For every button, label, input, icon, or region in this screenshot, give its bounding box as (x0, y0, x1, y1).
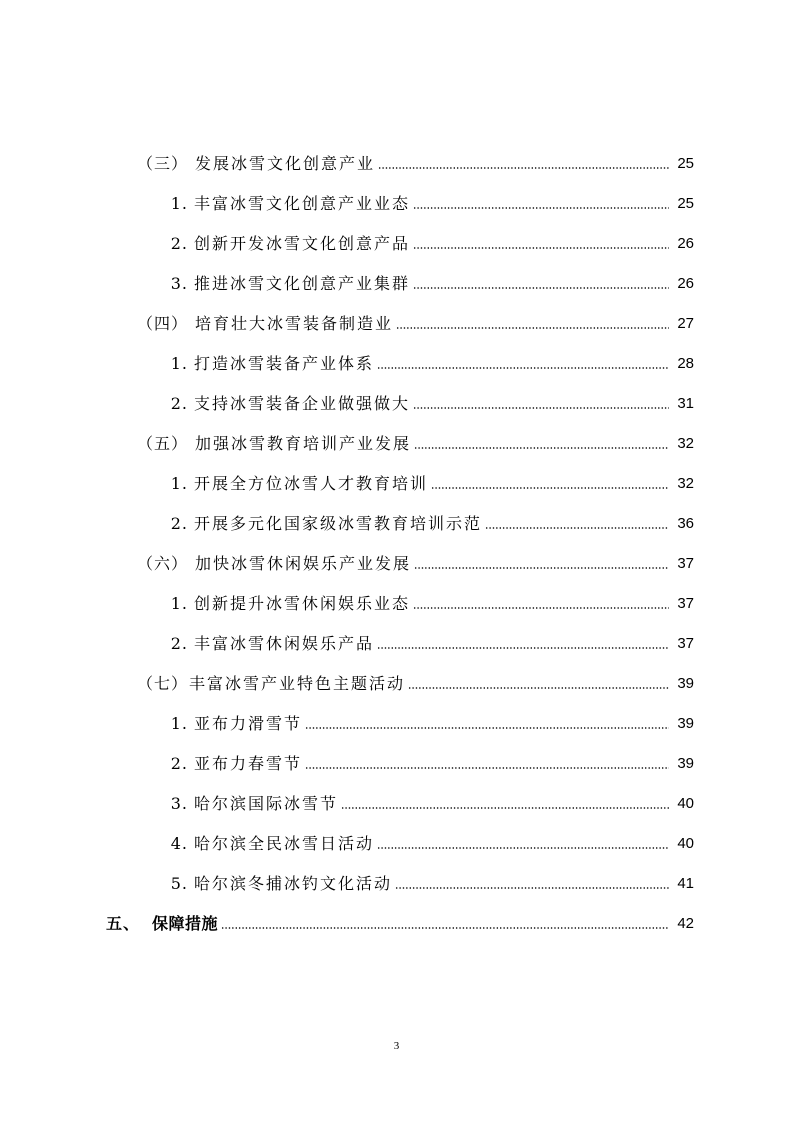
toc-entry[interactable] (160, 348, 694, 374)
toc-dot-leader (396, 326, 669, 330)
toc-dot-leader (378, 166, 669, 170)
toc-entry[interactable] (160, 788, 694, 814)
toc-entry-page: 26 (677, 275, 694, 292)
toc-entry-number: 1. (170, 714, 188, 733)
toc-dot-leader (341, 806, 669, 810)
toc-entry-title: 开展多元化国家级冰雪教育培训示范 (194, 514, 483, 533)
toc-entry-title: 发展冰雪文化创意产业 (195, 154, 376, 173)
toc-entry-number: （七） (137, 674, 189, 693)
toc-entry[interactable] (160, 628, 694, 654)
toc-entry-number: 1. (170, 594, 188, 613)
toc-dot-leader (414, 566, 669, 570)
toc-entry-page: 32 (677, 475, 694, 492)
toc-entry-title: 培育壮大冰雪装备制造业 (195, 314, 394, 333)
toc-entry-title: 创新提升冰雪休闲娱乐业态 (194, 594, 411, 613)
toc-entry[interactable] (160, 268, 694, 294)
toc-entry[interactable] (160, 868, 694, 894)
toc-entry-page: 28 (677, 355, 694, 372)
toc-entry-number: 4. (170, 834, 188, 853)
toc-entry[interactable] (160, 468, 694, 494)
toc-entry-number: 1. (170, 194, 188, 213)
toc-entry-page: 37 (677, 635, 694, 652)
page-number: 3 (393, 1040, 400, 1052)
toc-entry[interactable] (137, 668, 694, 694)
toc-entry-title: 丰富冰雪产业特色主题活动 (189, 674, 406, 693)
toc-entry-title: 亚布力滑雪节 (194, 714, 303, 733)
toc-entry-number: 5. (170, 874, 188, 893)
toc-entry-number: 3. (170, 274, 188, 293)
toc-entry-page: 42 (677, 915, 694, 932)
toc-entry-page: 37 (677, 555, 694, 572)
toc-entry-title: 亚布力春雪节 (194, 754, 303, 773)
toc-entry-page: 37 (677, 595, 694, 612)
toc-entry-page: 25 (677, 195, 694, 212)
toc-dot-leader (413, 206, 669, 210)
toc-entry[interactable] (106, 908, 694, 934)
toc-entry-title: 加强冰雪教育培训产业发展 (195, 434, 412, 453)
toc-dot-leader (305, 726, 669, 730)
toc-dot-leader (485, 526, 669, 530)
toc-dot-leader (413, 406, 669, 410)
toc-entry-number: 2. (170, 394, 188, 413)
toc-entry[interactable] (137, 148, 694, 174)
toc-entry[interactable] (160, 828, 694, 854)
toc-entry-page: 39 (677, 675, 694, 692)
toc-entry-title: 加快冰雪休闲娱乐产业发展 (195, 554, 412, 573)
toc-dot-leader (413, 286, 669, 290)
toc-dot-leader (377, 646, 669, 650)
toc-entry-title: 哈尔滨冬捕冰钓文化活动 (194, 874, 393, 893)
toc-dot-leader (413, 246, 669, 250)
toc-entry[interactable] (160, 748, 694, 774)
toc-entry-page: 32 (677, 435, 694, 452)
toc-entry-page: 40 (677, 835, 694, 852)
toc-entry[interactable] (160, 588, 694, 614)
toc-entry-title: 丰富冰雪休闲娱乐产品 (194, 634, 375, 653)
toc-entry-title: 打造冰雪装备产业体系 (194, 354, 375, 373)
toc-dot-leader (431, 486, 669, 490)
toc-entry-page: 27 (677, 315, 694, 332)
toc-entry-number: 2. (170, 514, 188, 533)
toc-entry-page: 26 (677, 235, 694, 252)
toc-entry[interactable] (137, 548, 694, 574)
toc-entry-title: 开展全方位冰雪人才教育培训 (194, 474, 429, 493)
toc-entry-number: 3. (170, 794, 188, 813)
toc-dot-leader (221, 926, 669, 930)
toc-entry-title: 哈尔滨全民冰雪日活动 (194, 834, 375, 853)
toc-dot-leader (414, 446, 669, 450)
toc-entry[interactable] (160, 388, 694, 414)
toc-entry-page: 31 (677, 395, 694, 412)
toc-entry-number: （五） (137, 434, 189, 453)
toc-entry[interactable] (137, 308, 694, 334)
toc-entry-number: 1. (170, 354, 188, 373)
toc-entry-page: 39 (677, 755, 694, 772)
toc-entry[interactable] (160, 228, 694, 254)
toc-entry[interactable] (160, 188, 694, 214)
toc-dot-leader (377, 846, 669, 850)
toc-entry-page: 36 (677, 515, 694, 532)
toc-dot-leader (377, 366, 669, 370)
toc-dot-leader (413, 606, 669, 610)
toc-entry-title: 创新开发冰雪文化创意产品 (194, 234, 411, 253)
toc-entry-number: 五、 (106, 914, 141, 933)
toc-entry-title: 推进冰雪文化创意产业集群 (194, 274, 411, 293)
toc-entry-number: （四） (137, 314, 189, 333)
toc-entry-page: 41 (677, 875, 694, 892)
toc-entry-number: 2. (170, 234, 188, 253)
toc-dot-leader (395, 886, 669, 890)
toc-entry-title: 丰富冰雪文化创意产业业态 (194, 194, 411, 213)
toc-entry-page: 25 (677, 155, 694, 172)
toc-entry[interactable] (160, 708, 694, 734)
toc-entry-number: 2. (170, 754, 188, 773)
toc-entry-number: 1. (170, 474, 188, 493)
toc-entry[interactable] (160, 508, 694, 534)
toc-entry-title: 哈尔滨国际冰雪节 (194, 794, 339, 813)
toc-entry-number: （三） (137, 154, 189, 173)
toc-entry-title: 保障措施 (152, 914, 219, 933)
toc-entry-title: 支持冰雪装备企业做强做大 (194, 394, 411, 413)
toc-dot-leader (408, 686, 669, 690)
toc-entry-number: 2. (170, 634, 188, 653)
toc-entry-page: 40 (677, 795, 694, 812)
toc-entry[interactable] (137, 428, 694, 454)
toc-dot-leader (305, 766, 669, 770)
toc-entry-page: 39 (677, 715, 694, 732)
toc-entry-number: （六） (137, 554, 189, 573)
